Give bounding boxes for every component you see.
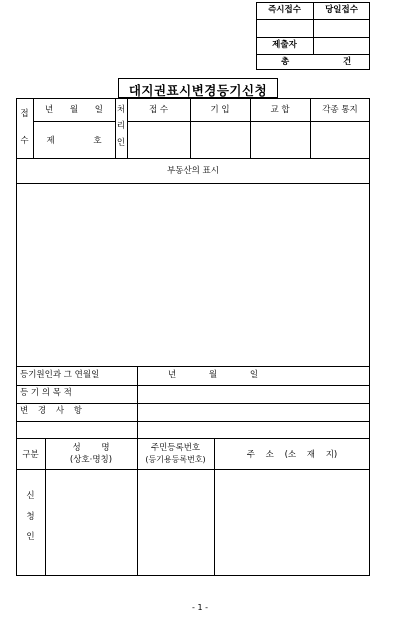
cause-date-label: 등기원인과 그 연월일 xyxy=(20,370,100,380)
purpose-field[interactable] xyxy=(138,386,369,403)
column-id-line2: (등기용등록번호) xyxy=(145,455,206,464)
applicant-name-field[interactable] xyxy=(46,470,137,575)
column-type: 구분 xyxy=(22,450,39,460)
property-heading: 부동산의 표시 xyxy=(167,166,219,176)
property-description-area[interactable] xyxy=(17,184,369,365)
column-notices: 각종 통지 xyxy=(322,105,358,115)
total-label: 총 xyxy=(281,57,290,67)
change-label: 변 경 사 항 xyxy=(20,406,82,416)
same-day-receipt-label: 당일접수 xyxy=(325,5,358,15)
column-id-line1: 주민등록번호 xyxy=(150,443,201,453)
column-entry: 기 입 xyxy=(210,105,230,115)
column-reception: 접 수 xyxy=(148,105,169,115)
applicant-address-field[interactable] xyxy=(215,470,369,575)
applicant-char-2: 청 xyxy=(26,512,35,522)
count-unit-label: 건 xyxy=(343,57,352,67)
processing-char-1: 처 xyxy=(116,105,126,115)
processing-char-3: 인 xyxy=(116,138,126,148)
change-field[interactable] xyxy=(138,404,369,421)
purpose-label: 등 기 의 목 적 xyxy=(20,388,72,398)
applicant-char-1: 신 xyxy=(26,491,35,501)
column-collation: 교 합 xyxy=(270,105,290,115)
column-name-line2: (상호·명칭) xyxy=(69,455,113,465)
submitter-label: 제출자 xyxy=(272,40,297,50)
column-address: 주 소 (소 재 지) xyxy=(246,450,338,460)
page-title: 대지권표시변경등기신청 xyxy=(128,83,268,98)
processing-char-2: 리 xyxy=(116,121,126,131)
cause-date-value[interactable]: 년 월 일 xyxy=(168,370,259,380)
page-number: - 1 - xyxy=(192,603,208,612)
reception-label-top: 접 xyxy=(20,109,29,119)
immediate-receipt-label: 즉시접수 xyxy=(268,5,301,15)
reception-label-bottom: 수 xyxy=(20,136,29,146)
reception-date: 년 월 일 xyxy=(44,105,104,115)
applicant-char-3: 인 xyxy=(26,532,35,542)
column-name-line1: 성 명 xyxy=(72,443,110,453)
reception-number: 제 호 xyxy=(46,136,102,146)
applicant-id-field[interactable] xyxy=(138,470,214,575)
